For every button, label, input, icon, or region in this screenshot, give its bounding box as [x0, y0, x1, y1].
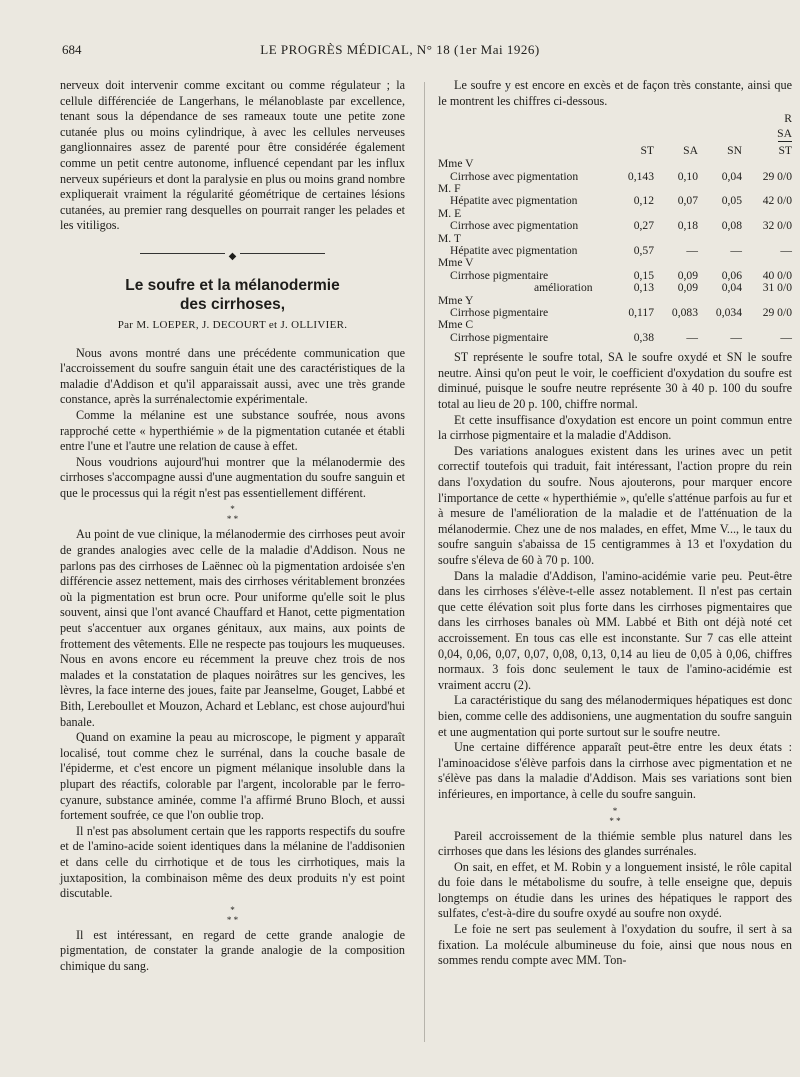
col-r-num: SA	[777, 127, 792, 141]
paragraph: Dans la maladie d'Addison, l'amino-acidémie varie peu. Peut-être dans les cirrhoses s'élève-t-elle assez notablement. Il n'est pas certain que cette élévation soit plus forte dans les cirrhoses pigmentaires que dans les cirrhoses banales où MM. Labbé et Bith ont déjà noté cet accroissement. En tous cas elle est inconstante. Sur 7 cas elle atteint 0,04, 0,06, 0,07, 0,07, 0,08, 0,13, 0,14 au lieu de 0,05 à 0,06, chiffres normaux. 3 fois donc seulement le taux de l'amino-acidémie est vraiment accru (2).	[438, 568, 792, 692]
ornament-divider: ◆	[60, 248, 405, 258]
page-number: 684	[62, 42, 82, 57]
paragraph: Des variations analogues existent dans les urines avec un petit correctif toutefois qui traduit, fait intéressant, l'action propre du rein dans l'oxydation du soufre. Nous ajouterons, pour marquer encore l'importance de cette « hyperthiémie », qu'elle s'atténue parfois au fur et à mesure de l'amélioration de la maladie et de l'atténuation de la mélanodermie. Chez une de nos malades, en effet, Mme V..., le taux du soufre sanguin s'abaissa de 15 centigrammes à 13 et l'oxydation du soufre s'éleva de 60 à 70 p. 100.	[438, 443, 792, 567]
right-column	[438, 78, 792, 969]
table-row-patient	[438, 158, 792, 170]
diagnosis-cell: Cirrhose pigmentaire	[450, 330, 549, 344]
paragraph: Le soufre y est encore en excès et de façon très constante, ainsi que le montrent les chiffres ci-dessous.	[438, 78, 792, 108]
paragraph: Le foie ne sert pas seulement à l'oxydation du soufre, il sert à sa fixation. La molécule albumineuse du foie, ainsi que nous nous en sommes rendu compte avec MM. Ton-	[438, 922, 792, 968]
paragraph: Il est intéressant, en regard de cette grande analogie de pigmentation, de constater la grande analogie de la composition chimique du sang.	[60, 927, 405, 973]
r-cell: —	[780, 244, 792, 258]
sn-cell: 0,04	[721, 281, 742, 295]
table-row	[438, 171, 792, 183]
article-title-line1: Le soufre et la mélanodermie	[125, 276, 340, 294]
sa-cell: 0,09	[677, 281, 698, 295]
col-r-den: ST	[778, 141, 792, 158]
patient-name: Mme C	[438, 318, 474, 332]
col-r-label: R	[784, 112, 792, 126]
running-title: LE PROGRÈS MÉDICAL, N° 18 (1er Mai 1926)	[260, 42, 540, 57]
sa-cell: —	[686, 330, 698, 344]
st-cell: 0,12	[633, 194, 654, 208]
article-title	[60, 276, 405, 314]
sa-cell: 0,07	[677, 194, 698, 208]
running-header	[0, 42, 800, 62]
diagnosis-cell: Cirrhose pigmentaire	[450, 306, 549, 320]
diagnosis-cell: Cirrhose avec pigmentation	[450, 219, 579, 233]
section-asterism: * * *	[609, 805, 621, 826]
paragraph: Comme la mélanine est une substance soufrée, nous avons rapproché cette « hyperthiémie » de la pigmentation cutanée et établi entre l'une et l'autre une relation de cause à effet.	[60, 407, 405, 454]
col-r	[742, 111, 792, 158]
sa-cell: —	[686, 244, 698, 258]
paragraph: Il n'est pas absolument certain que les rapports respectifs du soufre et de l'amino-acide soient identiques dans la mélanine de l'addisonien et dans celle du cirrhotique et de tous les cirrhotiques, mais la juxtaposition, la combinaison même des deux produits n'y est point discutable.	[60, 823, 405, 901]
diagnosis-cell: Hépatite avec pigmentation	[450, 244, 578, 258]
paragraph: Nous avons montré dans une précédente communication que l'accroissement du soufre sanguin était une des caractéristiques de la maladie d'Addison et qu'il apparaissait aussi, avec une très grande constance, après la surrénalectomie expérimentale.	[60, 345, 405, 407]
sn-cell: 0,04	[721, 169, 742, 183]
paragraph: On sait, en effet, et M. Robin y a longuement insisté, le rôle capital du foie dans le métabolisme du soufre, à telle enseigne que, depuis longtemps on étudie dans les urines des hépatiques le rapport des sulfates, c'est-à-dire du soufre oxydé au soufre non oxydé.	[438, 859, 792, 921]
paragraph: Au point de vue clinique, la mélanodermie des cirrhoses peut avoir de grandes analogies avec celle de la maladie d'Addison. Nous ne parlons pas des cirrhoses de Laënnec où la pigmentation ardoisée s'en différencie assez nettement, mais des cirrhoses véritablement bronzées où la pigmentation est brun ocre. Pour uniforme qu'elle soit le plus souvent, ainsi que l'ont avancé Chauffard et Hanot, cette pigmentation peut s'accentuer aux organes génitaux, aux mains, aux points de frottement des vêtements. Elle ne respecte pas toujours les muqueuses. Nous en avons encore eu récemment la preuve chez trois de nos malades et la constatation de plaques noirâtres sur les gencives, les lèvres, la face interne des joues, faite par Jeanselme, Gouget, Labbé et Bith, Lereboullet et Mouzon, Achard et Leblanc, est chose aujourd'hui banale.	[60, 527, 405, 729]
section-asterism: * * *	[226, 904, 239, 925]
sn-cell: —	[730, 244, 742, 258]
st-cell: 0,117	[628, 306, 654, 320]
sn-cell: 0,05	[721, 194, 742, 208]
diagnosis-cell: Cirrhose avec pigmentation	[450, 169, 579, 183]
patient-name: M. F	[438, 182, 461, 195]
r-cell: 29 0/0	[762, 306, 792, 320]
paragraph-intro: nerveux doit intervenir comme excitant ou comme régulateur ; la cellule différenciée de Langerhans, le mélanoblaste par excellence, tenant sous la dépendance de ses rameaux toute une petite zone cutanée plus ou moins cylindrique, à avec les cellules nerveuses ganglionnaires assez de parenté pour être considérée également comme un petit centre autonome, influencé cependant par les influx nerveux supérieurs et dont la paralysie en plus ou moins grand nombre expliquerait vraiment la régularité géométrique de certaines lésions cutanées, au premier rang desquelles on pourrait ranger les pelades et les vitiligos.	[60, 78, 405, 233]
paragraph: ST représente le soufre total, SA le soufre oxydé et SN le soufre neutre. Ainsi qu'on peut le voir, le coefficient d'oxydation du soufre est diminué, puisque le soufre neutre représente 30 à 40 p. 100 du soufre total au lieu de 20 p. 100, chiffre normal.	[438, 350, 792, 412]
sa-cell: 0,10	[677, 169, 698, 183]
sn-cell: 0,08	[721, 219, 742, 233]
st-cell: 0,143	[627, 169, 654, 183]
sn-cell: 0,034	[715, 306, 742, 320]
table-row	[438, 195, 792, 207]
patient-name: Mme V	[438, 157, 474, 171]
paragraph: Nous voudrions aujourd'hui montrer que la mélanodermie des cirrhoses s'accompagne aussi d'une augmentation du soufre sanguin et que le processus qui la régit n'est pas essentiellement différent.	[60, 454, 405, 500]
paragraph: Quand on examine la peau au microscope, le pigment y apparaît localisé, tout comme chez le surrénal, dans la couche basale de l'épiderme, et c'est encore un pigment mélanique insoluble dans la plupart des réactifs, colorable par l'argent, incolorable par le ferro-cyanure, substance aminée, comme l'a affirmé Bruno Bloch, et aussi fortement soufrée, ce que l'on oublie trop.	[60, 730, 405, 823]
r-cell: 29 0/0	[762, 169, 792, 183]
col-sa: SA	[683, 144, 698, 158]
r-cell: 42 0/0	[762, 194, 792, 208]
paragraph: Pareil accroissement de la thiémie semble plus naturel dans les cirrhoses que dans les lésions des glandes surrénales.	[438, 828, 792, 859]
paragraph: La caractéristique du sang des mélanodermiques hépatiques est donc bien, comme celle des addisoniens, une augmentation du soufre sanguin et une augmentation qui porte surtout sur le soufre neutre.	[438, 693, 792, 739]
r-cell: 31 0/0	[762, 281, 792, 295]
table-row-patient	[438, 319, 792, 331]
diagnosis-cell: amélioration	[534, 281, 593, 295]
table-row	[438, 307, 792, 319]
table-row	[438, 282, 792, 294]
patient-name: M. E	[438, 206, 462, 220]
table-row	[438, 332, 792, 344]
col-sn: SN	[727, 144, 742, 158]
sulfur-table	[438, 111, 792, 344]
r-cell: 40 0/0	[762, 268, 792, 282]
st-cell: 0,13	[633, 281, 654, 295]
r-cell: 32 0/0	[762, 219, 792, 233]
r-cell: —	[780, 330, 792, 344]
paragraph: Une certaine différence apparaît peut-être entre les deux états : l'aminoacidose s'élève parfois dans la cirrhose avec pigmentation et ne s'élève pas dans la maladie d'Addison. Mais ses variations sont bien inférieures, en importance, à celle du soufre sanguin.	[438, 740, 792, 801]
diagnosis-cell: Cirrhose pigmentaire	[450, 268, 549, 282]
st-cell: 0,27	[633, 219, 654, 233]
sn-cell: 0,06	[721, 268, 742, 282]
section-asterism: * * *	[226, 504, 239, 525]
sn-cell: —	[730, 330, 742, 344]
patient-name: Mme Y	[438, 293, 474, 307]
patient-name: M. T	[438, 231, 461, 245]
st-cell: 0,38	[633, 330, 654, 344]
table-header-row	[438, 111, 792, 158]
diagnosis-cell: Hépatite avec pigmentation	[450, 194, 578, 208]
article-byline: Par M. LOEPER, J. DECOURT et J. OLLIVIER.	[117, 318, 348, 331]
table-row	[438, 220, 792, 232]
st-cell: 0,15	[633, 268, 654, 282]
paragraph: Et cette insuffisance d'oxydation est encore un point commun entre la cirrhose pigmentaire et la maladie d'Addison.	[438, 412, 792, 443]
patient-name: Mme V	[438, 256, 474, 270]
sa-cell: 0,083	[671, 306, 698, 320]
column-divider	[424, 82, 425, 1042]
article-title-line2: des cirrhoses,	[179, 295, 286, 313]
sa-cell: 0,18	[677, 219, 698, 233]
sa-cell: 0,09	[677, 268, 698, 282]
left-column	[60, 78, 405, 975]
st-cell: 0,57	[633, 244, 654, 258]
table-row-patient	[438, 257, 792, 269]
col-st: ST	[640, 144, 654, 158]
table-row	[438, 245, 792, 257]
